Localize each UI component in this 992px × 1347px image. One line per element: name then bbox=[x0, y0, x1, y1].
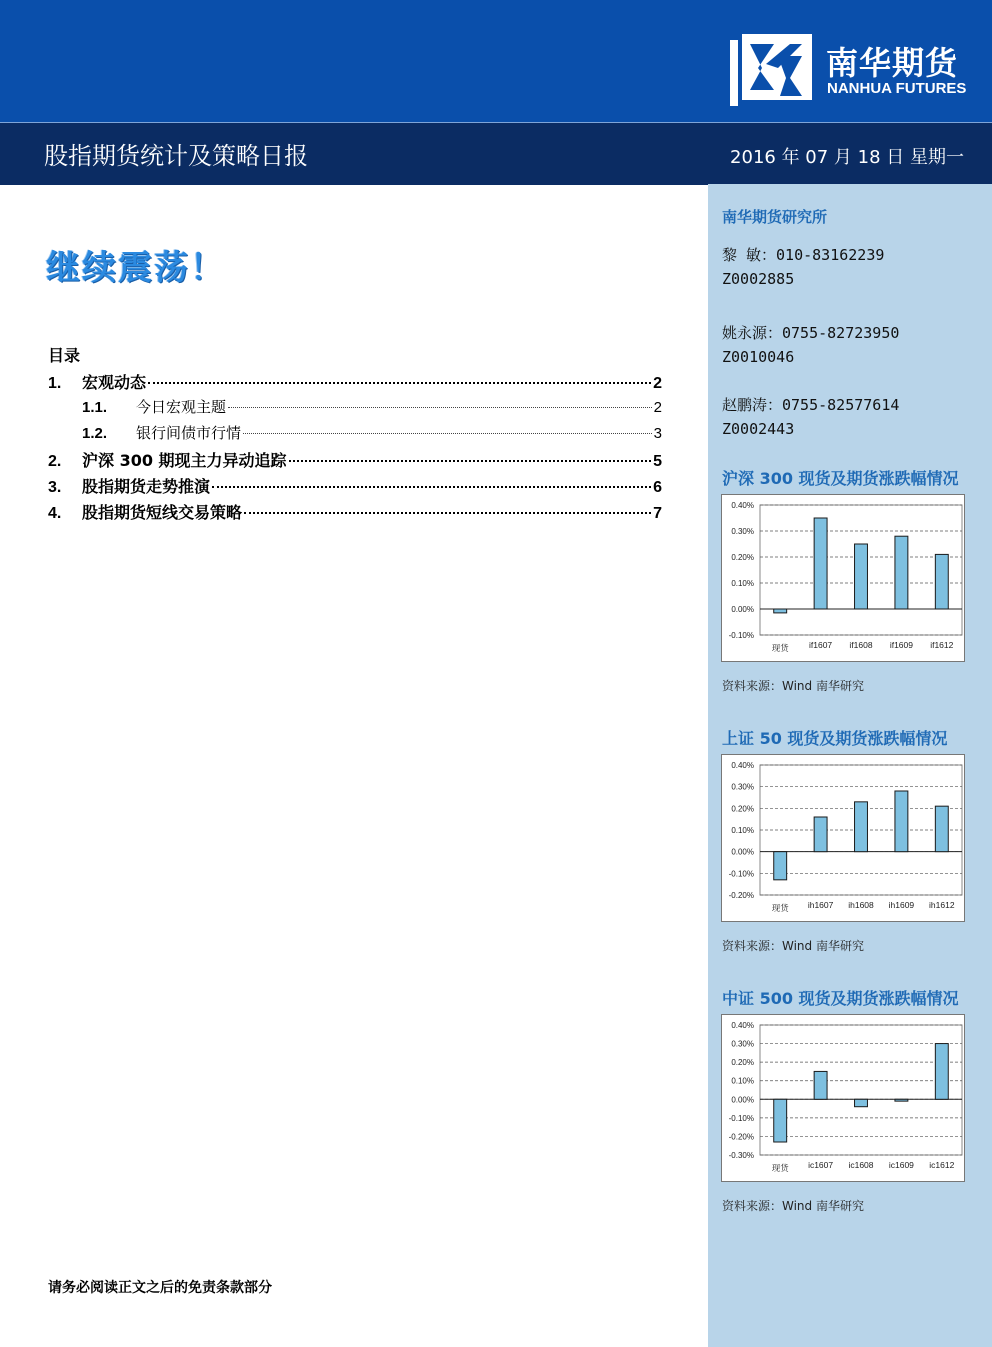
toc-item[interactable] bbox=[48, 474, 662, 496]
bar bbox=[895, 791, 908, 852]
toc-item-number: 4. bbox=[48, 505, 62, 522]
x-tick-label: ic1609 bbox=[888, 1160, 914, 1170]
chart-title-sz50: 上证 50 现货及期货涨跌幅情况 bbox=[722, 729, 948, 748]
y-tick-label: 0.30% bbox=[731, 782, 754, 792]
y-tick-label: -0.20% bbox=[728, 1132, 754, 1142]
x-tick-label: ih1609 bbox=[888, 900, 915, 910]
contact-line: 黎 敏：010-83162239 bbox=[722, 246, 885, 264]
toc-leader-dots bbox=[148, 382, 651, 384]
y-tick-label: 0.00% bbox=[731, 605, 754, 614]
y-tick-label: 0.40% bbox=[731, 1021, 754, 1030]
x-tick-label: 现货 bbox=[771, 1163, 789, 1173]
toc-item-number: 1. bbox=[48, 375, 62, 392]
bar bbox=[935, 1044, 948, 1100]
toc-item[interactable] bbox=[48, 448, 662, 470]
bar bbox=[935, 806, 948, 852]
x-tick-label: ic1612 bbox=[929, 1160, 955, 1170]
chart-zz500-svg bbox=[722, 1015, 964, 1181]
toc-item-label: 股指期货走势推演 bbox=[82, 477, 211, 496]
contact-id: Z0002885 bbox=[722, 270, 795, 288]
y-tick-label: -0.10% bbox=[728, 1113, 754, 1123]
x-tick-label: if1608 bbox=[849, 640, 873, 650]
nanhua-logo-icon bbox=[728, 34, 812, 106]
y-tick-label: -0.10% bbox=[728, 869, 754, 879]
chart-sz50 bbox=[721, 754, 965, 922]
toc-item-number: 2. bbox=[48, 453, 62, 470]
source-note: 资料来源：Wind 南华研究 bbox=[722, 679, 864, 693]
toc-item-label: 宏观动态 bbox=[82, 373, 147, 392]
toc-item-label: 银行间债市行情 bbox=[136, 424, 242, 442]
x-tick-label: 现货 bbox=[771, 643, 789, 653]
toc-item-number: 3. bbox=[48, 479, 62, 496]
contact-line: 赵鹏涛：0755-82577614 bbox=[722, 396, 900, 414]
logo-en-text: NANHUA FUTURES bbox=[827, 80, 967, 97]
toc-item-label: 沪深 300 期现主力异动追踪 bbox=[82, 451, 287, 470]
chart-hs300 bbox=[721, 494, 965, 662]
y-tick-label: 0.20% bbox=[731, 553, 754, 562]
headline: 继续震荡！ bbox=[46, 248, 226, 288]
toc-item[interactable] bbox=[48, 500, 662, 522]
y-tick-label: 0.40% bbox=[731, 501, 754, 510]
x-tick-label: if1612 bbox=[930, 640, 954, 650]
toc-leader-dots bbox=[243, 433, 652, 434]
toc-item-number: 1.2. bbox=[82, 425, 108, 442]
nanhua-logo bbox=[728, 34, 978, 110]
bar bbox=[774, 852, 787, 880]
y-tick-label: 0.30% bbox=[731, 1039, 754, 1049]
y-tick-label: 0.20% bbox=[731, 1058, 754, 1068]
chart-title-hs300: 沪深 300 现货及期货涨跌幅情况 bbox=[722, 469, 959, 488]
bar bbox=[855, 1099, 868, 1106]
source-note: 资料来源：Wind 南华研究 bbox=[722, 1199, 864, 1213]
bar bbox=[855, 544, 868, 609]
contact-id: Z0010046 bbox=[722, 348, 795, 366]
x-tick-label: ic1608 bbox=[848, 1160, 874, 1170]
plot-area bbox=[760, 1025, 962, 1155]
toc-heading: 目录 bbox=[48, 346, 81, 365]
y-tick-label: 0.20% bbox=[731, 804, 754, 814]
department-name: 南华期货研究所 bbox=[722, 208, 828, 226]
toc-item-label: 股指期货短线交易策略 bbox=[82, 503, 243, 522]
y-tick-label: 0.10% bbox=[731, 579, 754, 588]
toc-item-label: 今日宏观主题 bbox=[136, 398, 227, 416]
bar bbox=[774, 609, 787, 613]
x-tick-label: 现货 bbox=[771, 903, 789, 913]
disclaimer-note: 请务必阅读正文之后的免责条款部分 bbox=[48, 1280, 272, 1296]
chart-sz50-svg bbox=[722, 755, 964, 921]
contact-line: 姚永源：0755-82723950 bbox=[722, 324, 900, 342]
report-title: 股指期货统计及策略日报 bbox=[44, 142, 308, 170]
x-tick-label: ih1612 bbox=[929, 900, 955, 910]
bar bbox=[895, 536, 908, 609]
toc-item-page: 6 bbox=[653, 479, 662, 496]
toc-item-number: 1.1. bbox=[82, 399, 108, 416]
toc-item-page: 2 bbox=[653, 375, 662, 392]
bar bbox=[774, 1099, 787, 1142]
x-tick-label: ic1607 bbox=[808, 1160, 834, 1170]
report-date: 2016 年 07 月 18 日 星期一 bbox=[730, 147, 964, 168]
y-tick-label: 0.10% bbox=[731, 1076, 754, 1086]
toc-item-page: 3 bbox=[653, 425, 662, 442]
y-tick-label: -0.10% bbox=[728, 631, 754, 640]
chart-title-zz500: 中证 500 现货及期货涨跌幅情况 bbox=[722, 989, 959, 1008]
toc-item-page: 7 bbox=[653, 505, 662, 522]
y-tick-label: -0.20% bbox=[728, 891, 754, 900]
toc-leader-dots bbox=[289, 460, 652, 462]
source-note: 资料来源：Wind 南华研究 bbox=[722, 939, 864, 953]
y-tick-label: 0.10% bbox=[731, 826, 754, 835]
logo-cn-text: 南华期货 bbox=[826, 44, 959, 82]
x-tick-label: if1607 bbox=[809, 640, 833, 650]
bar bbox=[895, 1099, 908, 1101]
toc-leader-dots bbox=[244, 512, 651, 514]
toc-leader-dots bbox=[228, 407, 652, 408]
toc-item[interactable] bbox=[48, 422, 662, 444]
chart-zz500 bbox=[721, 1014, 965, 1182]
y-tick-label: 0.30% bbox=[731, 527, 754, 536]
chart-hs300-svg bbox=[722, 495, 964, 661]
y-tick-label: 0.00% bbox=[731, 847, 754, 857]
toc-leader-dots bbox=[212, 486, 651, 488]
x-tick-label: ih1607 bbox=[807, 900, 834, 910]
contact-id: Z0002443 bbox=[722, 420, 795, 438]
toc-item-page: 5 bbox=[653, 453, 662, 470]
toc-item[interactable] bbox=[48, 370, 662, 392]
y-tick-label: 0.00% bbox=[731, 1095, 754, 1105]
x-tick-label: if1609 bbox=[889, 640, 913, 650]
y-tick-label: -0.30% bbox=[728, 1151, 754, 1160]
bar bbox=[935, 554, 948, 609]
x-tick-label: ih1608 bbox=[848, 900, 874, 910]
y-tick-label: 0.40% bbox=[731, 761, 754, 770]
bar bbox=[814, 1071, 827, 1099]
bar bbox=[814, 817, 827, 852]
toc-item-page: 2 bbox=[653, 399, 662, 416]
bar bbox=[814, 518, 827, 609]
bar bbox=[855, 802, 868, 852]
toc-item[interactable] bbox=[48, 396, 662, 418]
